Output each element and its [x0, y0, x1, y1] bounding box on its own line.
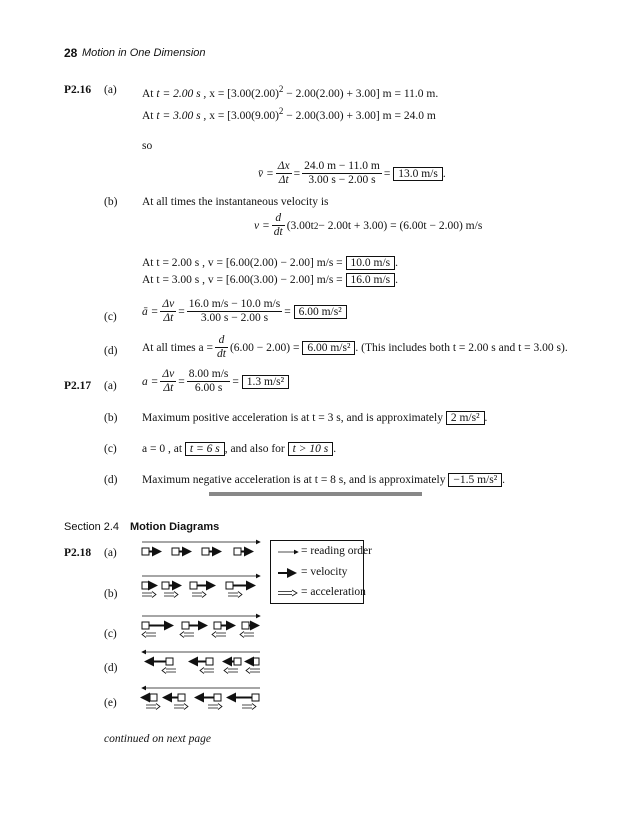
problem-label-p2-16: P2.16 — [64, 84, 92, 96]
p217-a-accel: a = $\frac{\Delta v}{\Delta t}$ = $\frac{8.00 m/s}{6.00 s}$ = 1.3 m/s² — [142, 368, 289, 395]
p216-a-line2: At t = 3.00 s , $x = [3.00(9.00)^2 - 2.00(3.00) + 3.00] m = 24.0$ m — [142, 106, 436, 122]
part-d-tag: (d) — [104, 662, 118, 674]
diagram-c — [142, 616, 260, 638]
part-c-tag: (c) — [104, 443, 117, 455]
answer-box: 6.00 m/s² — [294, 305, 347, 319]
answer-box: 13.0 m/s — [393, 167, 443, 181]
p216-a-average-velocity: v̄ = $\frac{\Delta x}{\Delta t}$ = $\frac{24.0 m - 11.0 m}{3.00 s - 2.00 s}$ = 13.0 m/s . — [258, 160, 446, 186]
answer-box: 1.3 m/s² — [242, 375, 289, 389]
p217-d-text: Maximum negative acceleration is at t = 8 s, and is approximately −1.5 m/s² . — [142, 474, 506, 486]
problem-label-p2-18: P2.18 — [64, 547, 92, 559]
section-divider — [209, 492, 422, 496]
part-d-tag: (d) — [104, 474, 118, 486]
part-d-tag: (d) — [104, 345, 118, 357]
answer-box: t > 10 s — [288, 442, 334, 456]
legend-velocity: = velocity — [301, 566, 348, 578]
problem-label-p2-17: P2.17 — [64, 380, 92, 392]
part-e-tag: (e) — [104, 697, 117, 709]
motion-legend — [270, 540, 372, 604]
motion-diagrams — [138, 536, 268, 722]
part-b-tag: (b) — [104, 412, 118, 424]
answer-box: 2 m/s² — [446, 411, 485, 425]
part-a-tag: (a) — [104, 547, 117, 559]
part-b-tag: (b) — [104, 196, 118, 208]
part-a-tag: (a) — [104, 84, 117, 96]
continued-note: continued on next page — [104, 733, 211, 745]
p216-b-line2: At t = 3.00 s , v = [6.00(3.00) − 2.00] m/s = 16.0 m/s . — [142, 274, 399, 286]
page-number: 28 — [64, 46, 78, 60]
legend-reading-order: = reading order — [301, 545, 372, 557]
section-title: Motion Diagrams — [130, 521, 220, 533]
diagram-e — [142, 688, 260, 710]
p216-a-line1: At t = 2.00 s , $x = [3.00(2.00)^2 - 2.00(2.00) + 3.00] m = 11.0$ m. — [142, 84, 439, 100]
p216-c-average-accel: ā = $\frac{\Delta v}{\Delta t}$ = $\frac{16.0 m/s - 10.0 m/s}{3.00 s - 2.00 s}$ = 6.00 m/s² — [142, 298, 347, 325]
p216-b-line1: At t = 2.00 s , v = [6.00(2.00) − 2.00] m/s = 10.0 m/s . — [142, 257, 399, 269]
legend-symbols — [277, 547, 301, 599]
part-c-tag: (c) — [104, 311, 117, 323]
p217-c-text: a = 0 , at t = 6 s , and also for t > 10 s . — [142, 443, 337, 455]
answer-box: 6.00 m/s² — [302, 341, 355, 355]
answer-box: t = 6 s — [185, 442, 225, 456]
part-c-tag: (c) — [104, 628, 117, 640]
p217-b-text: Maximum positive acceleration is at t = 3 s, and is approximately 2 m/s² . — [142, 412, 488, 424]
so-word: so — [142, 140, 153, 152]
diagram-a — [142, 542, 260, 555]
p216-b-derivative: v = $\frac{d}{dt}$ (3.00t 2 − 2.00t + 3.00) = (6.00t − 2.00) m/s — [254, 212, 483, 238]
answer-box: −1.5 m/s² — [448, 473, 502, 487]
answer-box: 10.0 m/s — [346, 256, 396, 270]
part-b-tag: (b) — [104, 588, 118, 600]
p216-d-accel: At all times a = $\frac{d}{dt}$ (6.00 − 2.00) = 6.00 m/s² . (This includes both t = 2.00 s and t = 3.00 s). — [142, 334, 568, 360]
diagram-b — [142, 576, 260, 598]
p216-b-intro: At all times the instantaneous velocity is — [142, 196, 329, 208]
running-title: Motion in One Dimension — [82, 47, 206, 59]
diagram-d — [142, 652, 260, 674]
section-label: Section 2.4 — [64, 521, 120, 533]
legend-acceleration: = acceleration — [301, 586, 366, 598]
answer-box: 16.0 m/s — [346, 273, 396, 287]
part-a-tag: (a) — [104, 380, 117, 392]
